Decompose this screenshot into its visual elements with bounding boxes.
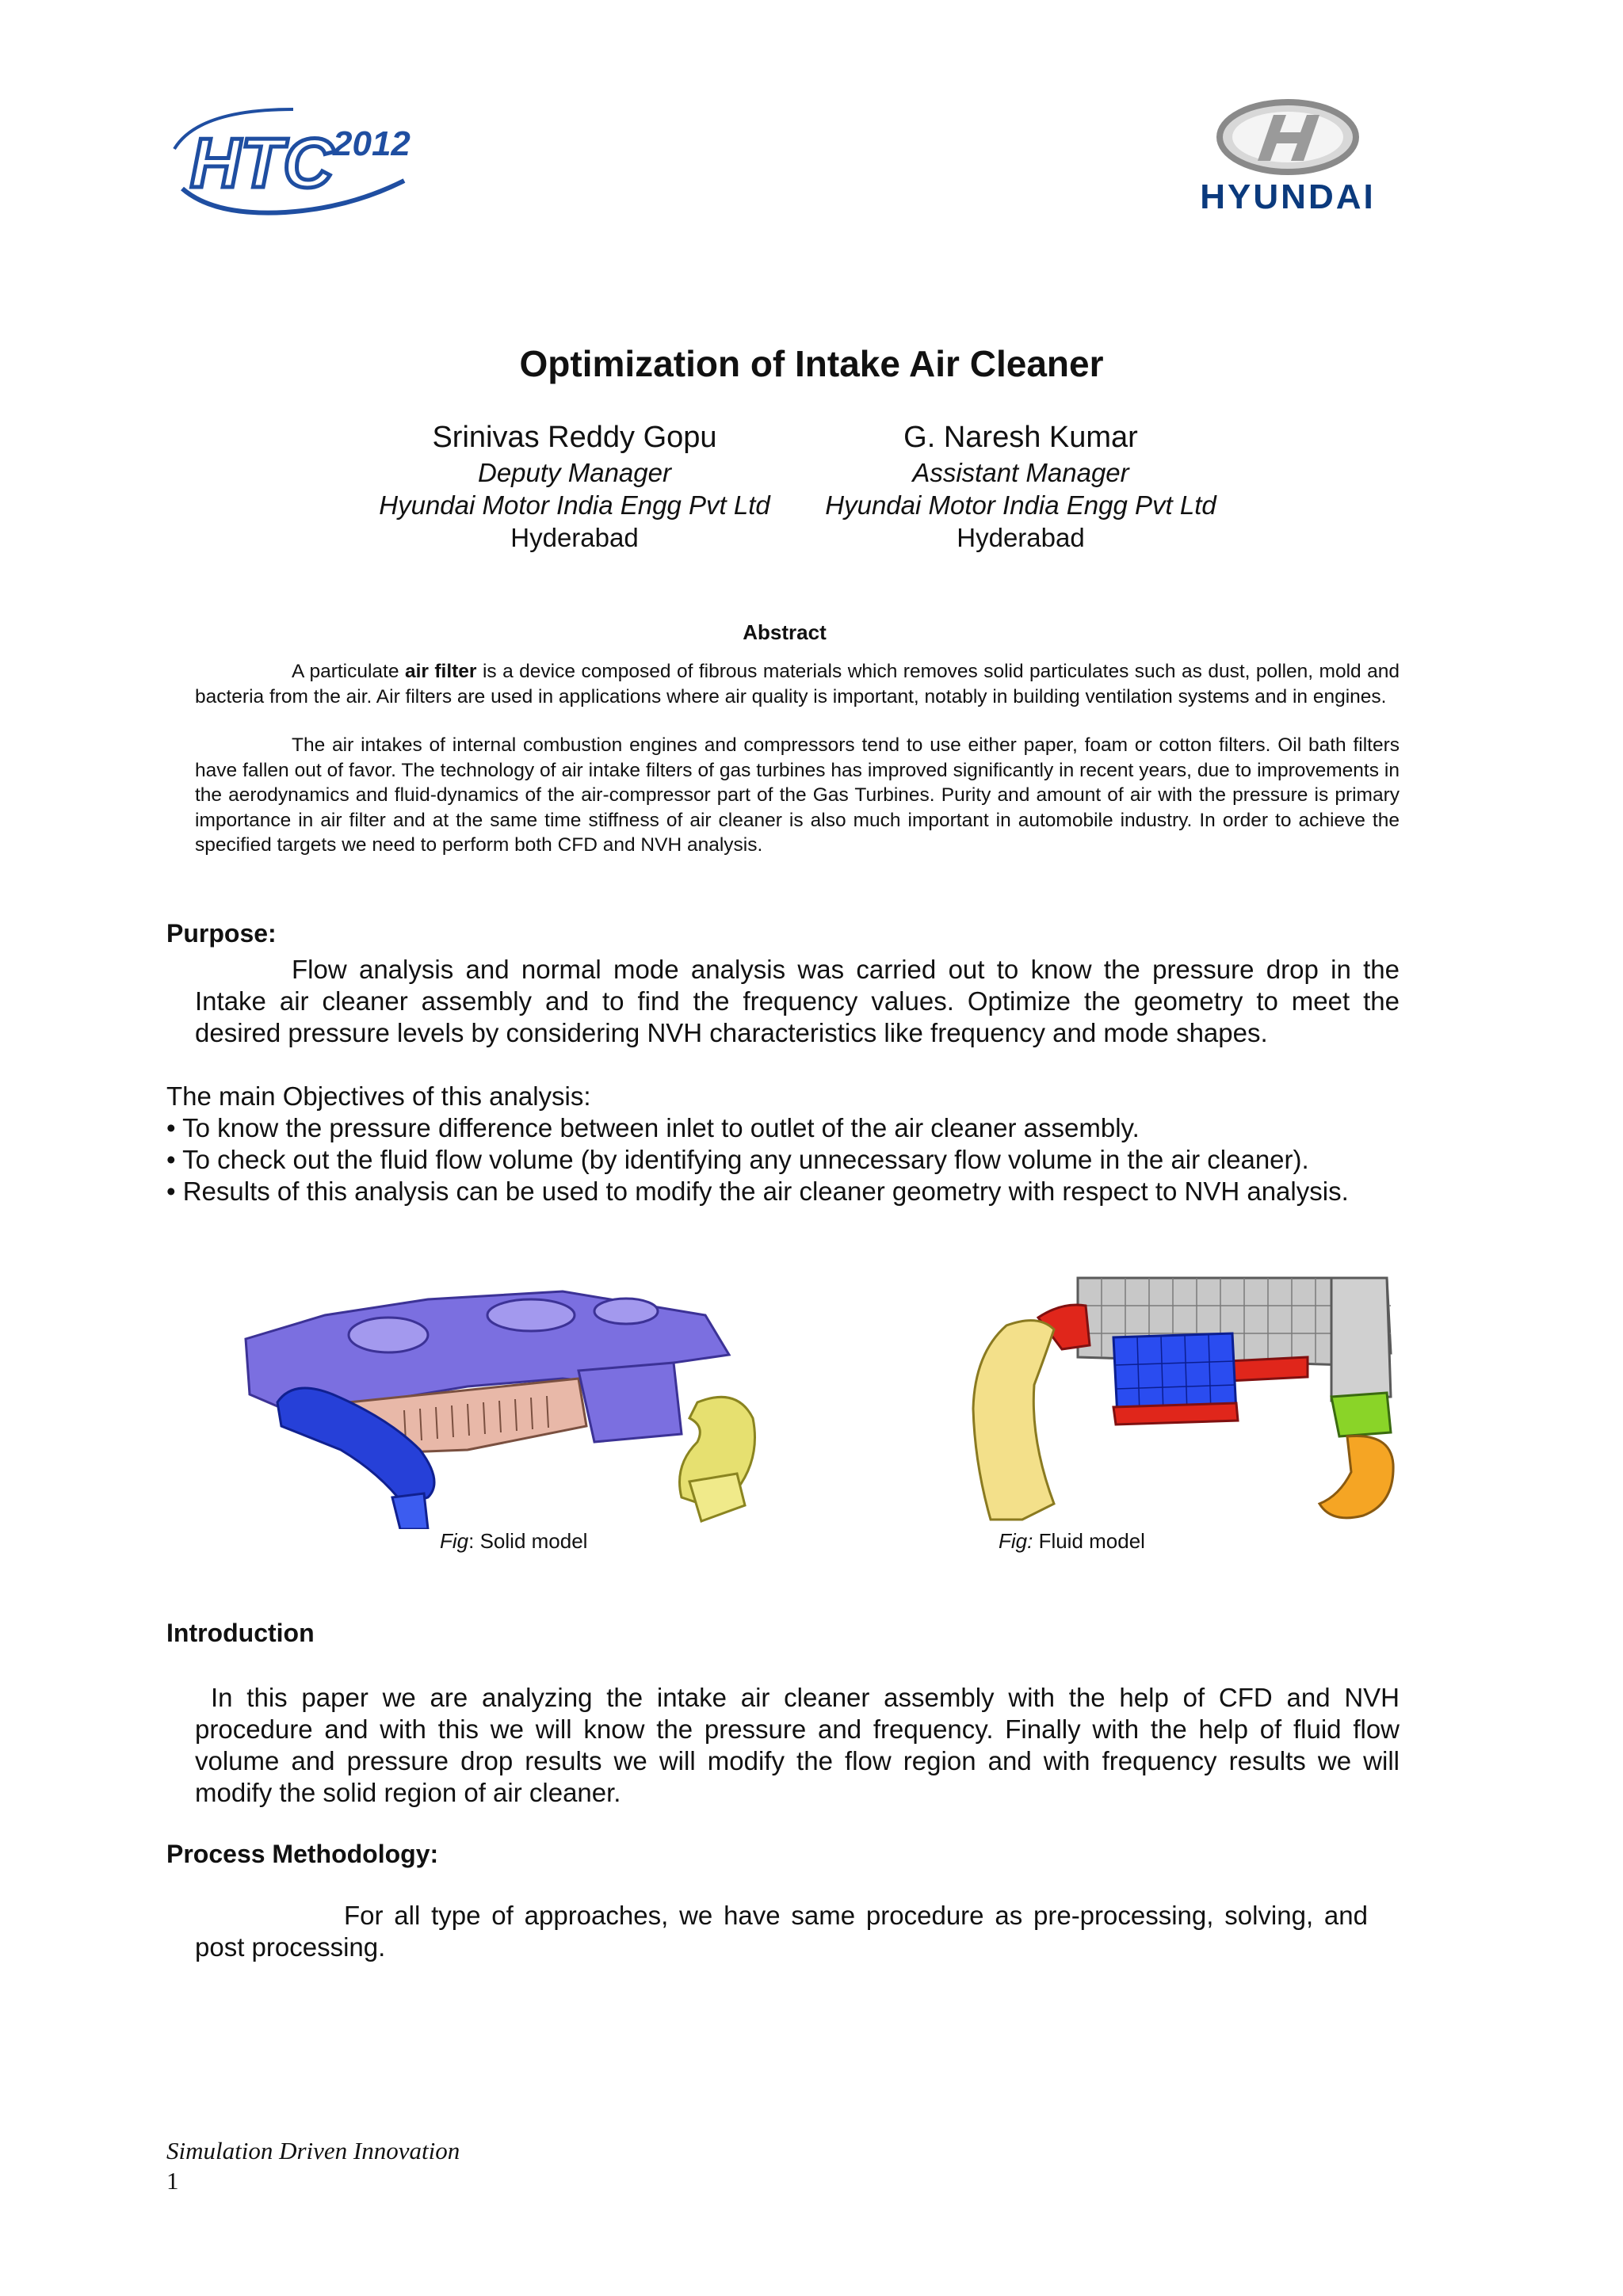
svg-text:2012: 2012 (333, 124, 411, 163)
methodology-heading: Process Methodology: (166, 1840, 439, 1868)
figure-caption: Fig: Solid model (440, 1529, 588, 1553)
figure-fluid-model (959, 1266, 1403, 1553)
figure-solid-model (230, 1268, 800, 1553)
author-role: Assistant Manager (912, 458, 1129, 487)
introduction-heading: Introduction (166, 1619, 315, 1647)
bold-term: air filter (404, 661, 477, 682)
introduction-paragraph: In this paper we are analyzing the intake air cleaner assembly with the help of CFD and NVH procedure and with this we will know the pressure and frequency. Finally with the help of fluid flow volume and pressure drop results we will modify the flow region and with frequency results we will modify the solid region of air cleaner. (195, 1683, 1400, 1807)
svg-text:HYUNDAI: HYUNDAI (1200, 177, 1376, 216)
list-item: • To check out the fluid flow volume (by identifying any unnecessary flow volume in the air cleaner). (166, 1145, 1309, 1174)
abstract-heading: Abstract (743, 620, 827, 644)
author-block (353, 418, 796, 554)
page-footer (166, 2136, 460, 2196)
author-role: Deputy Manager (478, 458, 671, 487)
objectives-intro: The main Objectives of this analysis: (166, 1081, 591, 1111)
svg-text:HTC: HTC (190, 124, 334, 202)
paper-title: Optimization of Intake Air Cleaner (519, 343, 1104, 384)
author-block (799, 418, 1243, 554)
fluid-model-image (959, 1266, 1403, 1529)
hyundai-logo (1185, 99, 1391, 218)
solid-model-image (230, 1268, 800, 1529)
objectives-list (166, 1081, 1434, 1207)
author-org: Hyundai Motor India Engg Pvt Ltd (825, 490, 1216, 520)
author-name: Srinivas Reddy Gopu (432, 421, 717, 454)
purpose-paragraph: Flow analysis and normal mode analysis was carried out to know the pressure drop in the Intake air cleaner assembly and to find the frequency values. Optimize the geometry to meet the desired pressure levels by considering NVH characteristics like frequency and mode shapes. (195, 955, 1400, 1047)
abstract-paragraph: A particulate air filter is a device composed of fibrous materials which removes solid particulates such as dust, pollen, mold and bacteria from the air. Air filters are used in applications where air quality is important, notably in building ventilation systems and in engines. (195, 661, 1400, 707)
author-city: Hyderabad (510, 523, 639, 552)
methodology-paragraph: For all type of approaches, we have same procedure as pre-processing, solving, and post processing. (195, 1901, 1368, 1962)
htc-2012-logo (166, 93, 444, 220)
page-number: 1 (166, 2167, 179, 2195)
author-org: Hyundai Motor India Engg Pvt Ltd (379, 490, 770, 520)
list-item: • To know the pressure difference between inlet to outlet of the air cleaner assembly. (166, 1113, 1140, 1142)
footer-title: Simulation Driven Innovation (166, 2137, 460, 2164)
author-city: Hyderabad (957, 523, 1085, 552)
abstract-paragraph: The air intakes of internal combustion engines and compressors tend to use either paper, foam or cotton filters. Oil bath filters have fallen out of favor. The technology of air intake filters of gas turbines has improved significantly in recent years, due to improvements in the aerodynamics and fluid-dynamics of the air-compressor part of the Gas Turbines. Purity and amount of air with the pressure is primary importance in air filter and at the same time stiffness of air cleaner is also much important in automobile industry. In order to achieve the specified targets we need to perform both CFD and NVH analysis. (195, 734, 1400, 856)
author-name: G. Naresh Kumar (903, 421, 1138, 454)
purpose-heading: Purpose: (166, 919, 277, 948)
figure-caption: Fig: Fluid model (999, 1529, 1145, 1553)
list-item: • Results of this analysis can be used to modify the air cleaner geometry with respect to NVH analysis. (166, 1177, 1349, 1206)
